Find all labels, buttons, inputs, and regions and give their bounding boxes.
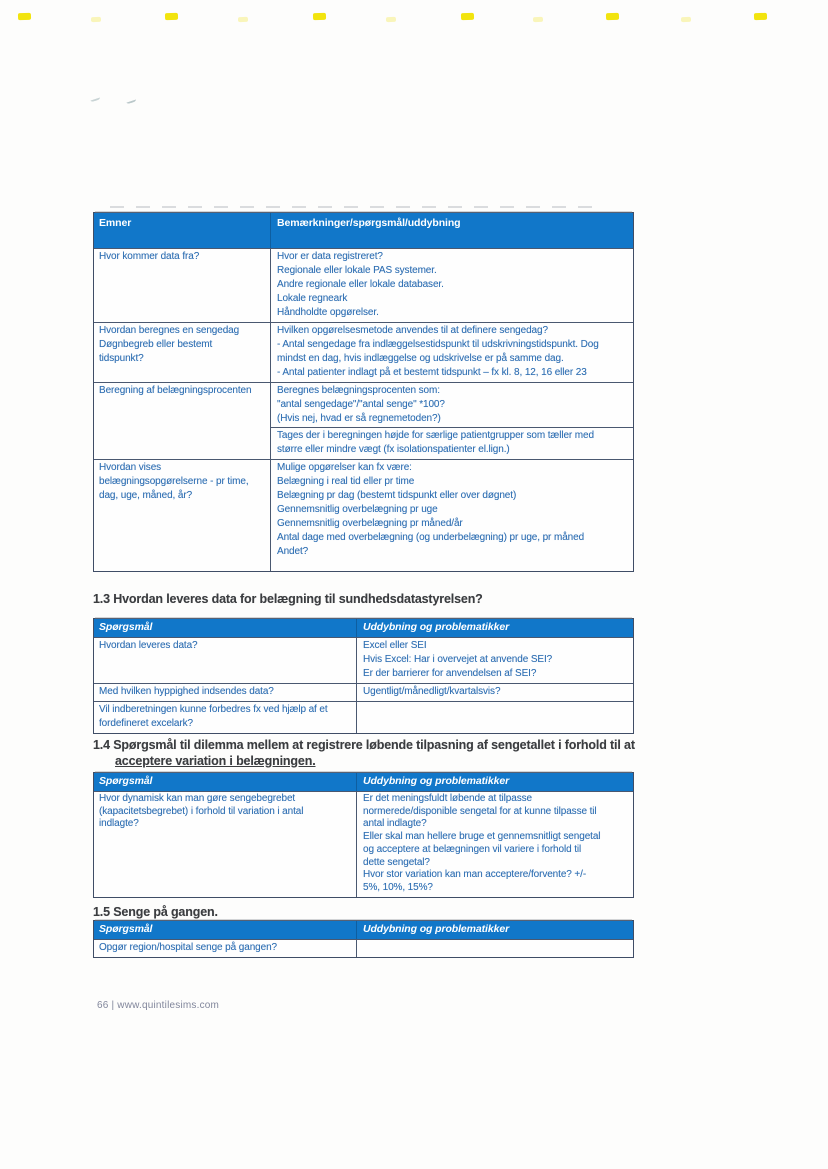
cell-line: (kapacitetsbegrebet) i forhold til variation i antal bbox=[99, 805, 304, 817]
scan-highlight-mark bbox=[754, 13, 767, 20]
scan-highlight-mark bbox=[533, 17, 543, 22]
table-row-senge-paa-gangen bbox=[94, 939, 633, 957]
cell-line: belægningsopgørelserne - pr time, bbox=[99, 476, 249, 487]
section-1-3-table bbox=[93, 618, 634, 734]
column-header-uddybning: Uddybning og problematikker bbox=[363, 775, 510, 787]
question-cell bbox=[94, 684, 357, 701]
cell-line: antal indlagte? bbox=[363, 818, 427, 830]
scan-highlight-mark bbox=[18, 13, 31, 20]
column-header-uddybning: Uddybning og problematikker bbox=[363, 621, 510, 633]
answer-cell bbox=[357, 638, 633, 683]
cell-line: 5%, 10%, 15%? bbox=[363, 881, 433, 893]
cell-line: større eller mindre vægt (fx isolationspatienter el.lign.) bbox=[277, 444, 510, 455]
table-header-row bbox=[94, 773, 633, 791]
emner-bemaerkninger-table bbox=[93, 212, 634, 572]
table-row-hvordan-beregnes-sengedag bbox=[94, 322, 633, 382]
table-header-row bbox=[94, 619, 633, 637]
column-header-spoergsmaal: Spørgsmål bbox=[94, 921, 357, 939]
section-1-4-title bbox=[93, 738, 635, 769]
section-1-4-title-line2: acceptere variation i belægningen. bbox=[115, 753, 316, 768]
detail-cell bbox=[271, 427, 633, 459]
cell-line: Opgør region/hospital senge på gangen? bbox=[99, 942, 277, 953]
scan-highlight-mark bbox=[681, 17, 691, 22]
answer-cell bbox=[357, 940, 633, 957]
topic-cell bbox=[94, 383, 271, 428]
column-header-bemaerkninger: Bemærkninger/spørgsmål/uddybning bbox=[277, 217, 461, 229]
scan-smudge bbox=[110, 206, 600, 208]
scan-highlight-mark bbox=[238, 17, 248, 22]
scan-highlight-mark bbox=[91, 17, 101, 22]
section-1-5-table bbox=[93, 920, 634, 958]
cell-line: Eller skal man hellere bruge et gennemsnitligt sengetal bbox=[363, 831, 601, 843]
cell-line: Mulige opgørelser kan fx være: bbox=[277, 462, 412, 473]
answer-cell bbox=[357, 702, 633, 733]
table-header-row bbox=[94, 213, 633, 248]
table-row-hvordan-vises-opgoerelser bbox=[94, 459, 633, 571]
cell-line: Med hvilken hyppighed indsendes data? bbox=[99, 686, 274, 697]
cell-line: Belægning i real tid eller pr time bbox=[277, 476, 415, 487]
column-header-spoergsmaal: Spørgsmål bbox=[94, 773, 357, 791]
cell-line: Excel eller SEI bbox=[363, 640, 427, 651]
cell-line: Andet? bbox=[277, 546, 309, 557]
detail-cell bbox=[271, 460, 633, 571]
cell-line: "antal sengedage"/"antal senge" *100? bbox=[277, 399, 445, 410]
page-footer: 66 | www.quintilesims.com bbox=[97, 1000, 220, 1011]
cell-line: Beregnes belægningsprocenten som: bbox=[277, 385, 440, 396]
scan-highlight-mark bbox=[606, 13, 619, 20]
topic-cell bbox=[94, 323, 271, 382]
detail-cell bbox=[271, 323, 633, 382]
cell-line: Håndholdte opgørelser. bbox=[277, 307, 379, 318]
cell-line: mindst en dag, hvis indlæggelse og udskrivelse er på samme dag. bbox=[277, 353, 564, 364]
cell-line: Tages der i beregningen højde for særlige patientgrupper som tæller med bbox=[277, 430, 594, 441]
topic-cell bbox=[94, 249, 271, 322]
column-header-uddybning: Uddybning og problematikker bbox=[363, 923, 510, 935]
cell-line: - Antal sengedage fra indlæggelsestidspunkt til udskrivningstidspunkt. Dog bbox=[277, 339, 599, 350]
answer-cell bbox=[357, 792, 633, 897]
cell-line: Beregning af belægningsprocenten bbox=[99, 385, 252, 396]
column-header-spoergsmaal: Spørgsmål bbox=[94, 619, 357, 637]
cell-line: Hvor er data registreret? bbox=[277, 251, 383, 262]
section-1-5-title: 1.5 Senge på gangen. bbox=[93, 905, 218, 919]
table-row-beregning-belaegningsprocent bbox=[94, 382, 633, 428]
topic-cell bbox=[94, 460, 271, 571]
table-row-dynamisk-sengebegreb bbox=[94, 791, 633, 897]
scan-highlight-mark bbox=[313, 13, 326, 20]
topic-cell-merged bbox=[94, 428, 271, 459]
cell-line: tidspunkt? bbox=[99, 353, 144, 364]
cell-line: Døgnbegreb eller bestemt bbox=[99, 339, 213, 350]
table-row-indberetning-forbedres bbox=[94, 701, 633, 733]
detail-cell bbox=[271, 383, 633, 428]
cell-line: Hvordan beregnes en sengedag bbox=[99, 325, 240, 336]
cell-line: dag, uge, måned, år? bbox=[99, 490, 193, 501]
cell-line: Antal dage med overbelægning (og underbelægning) pr uge, pr måned bbox=[277, 532, 585, 543]
cell-line: Regionale eller lokale PAS systemer. bbox=[277, 265, 437, 276]
cell-line: Hvis Excel: Har i overvejet at anvende SEI? bbox=[363, 654, 553, 665]
cell-line: Hvilken opgørelsesmetode anvendes til at definere sengedag? bbox=[277, 325, 548, 336]
cell-line: og acceptere at belægningen vil variere i forhold til bbox=[363, 843, 582, 855]
pencil-mark bbox=[125, 97, 136, 105]
cell-line: fordefineret excelark? bbox=[99, 718, 193, 729]
cell-line: Gennemsnitlig overbelægning pr måned/år bbox=[277, 518, 463, 529]
question-cell bbox=[94, 638, 357, 683]
question-cell bbox=[94, 702, 357, 733]
cell-line: Lokale regneark bbox=[277, 293, 348, 304]
question-cell bbox=[94, 792, 357, 897]
section-1-3-title: 1.3 Hvordan leveres data for belægning til sundhedsdatastyrelsen? bbox=[93, 592, 483, 606]
column-header-emner: Emner bbox=[94, 213, 271, 248]
cell-line: Hvor kommer data fra? bbox=[99, 251, 200, 262]
cell-line: Andre regionale eller lokale databaser. bbox=[277, 279, 444, 290]
cell-line: dette sengetal? bbox=[363, 856, 430, 868]
cell-line: Hvordan leveres data? bbox=[99, 640, 198, 651]
cell-line: Belægning pr dag (bestemt tidspunkt eller over døgnet) bbox=[277, 490, 517, 501]
table-header-row bbox=[94, 921, 633, 939]
pencil-mark bbox=[89, 95, 100, 103]
table-row-hyppighed bbox=[94, 683, 633, 701]
cell-line: Ugentligt/månedligt/kvartalsvis? bbox=[363, 686, 501, 697]
section-1-4-table bbox=[93, 772, 634, 898]
cell-line: - Antal patienter indlagt på et bestemt tidspunkt – fx kl. 8, 12, 16 eller 23 bbox=[277, 367, 587, 378]
cell-line: (Hvis nej, hvad er så regnemetoden?) bbox=[277, 413, 441, 424]
table-row-hvor-kommer-data-fra bbox=[94, 248, 633, 322]
cell-line: Hvordan vises bbox=[99, 462, 162, 473]
question-cell bbox=[94, 940, 357, 957]
answer-cell bbox=[357, 684, 633, 701]
cell-line: Gennemsnitlig overbelægning pr uge bbox=[277, 504, 438, 515]
scan-highlight-mark bbox=[165, 13, 178, 20]
cell-line: Er det meningsfuldt løbende at tilpasse bbox=[363, 793, 532, 804]
scan-highlight-mark bbox=[461, 13, 474, 20]
table-row-saerlige-patientgrupper bbox=[94, 428, 633, 459]
cell-line: Hvor stor variation kan man acceptere/forvente? +/- bbox=[363, 869, 587, 881]
detail-cell bbox=[271, 249, 633, 322]
cell-line: normerede/disponible sengetal for at kunne tilpasse til bbox=[363, 805, 597, 817]
cell-line: Vil indberetningen kunne forbedres fx ved hjælp af et bbox=[99, 704, 328, 715]
cell-line: Hvor dynamisk kan man gøre sengebegrebet bbox=[99, 793, 296, 804]
table-row-hvordan-leveres-data bbox=[94, 637, 633, 683]
cell-line: Er der barrierer for anvendelsen af SEI? bbox=[363, 668, 537, 679]
scan-highlight-mark bbox=[386, 17, 396, 22]
cell-line: indlagte? bbox=[99, 818, 139, 830]
section-1-4-title-line1: 1.4 Spørgsmål til dilemma mellem at registrere løbende tilpasning af sengetallet i forhold til at bbox=[93, 738, 635, 752]
